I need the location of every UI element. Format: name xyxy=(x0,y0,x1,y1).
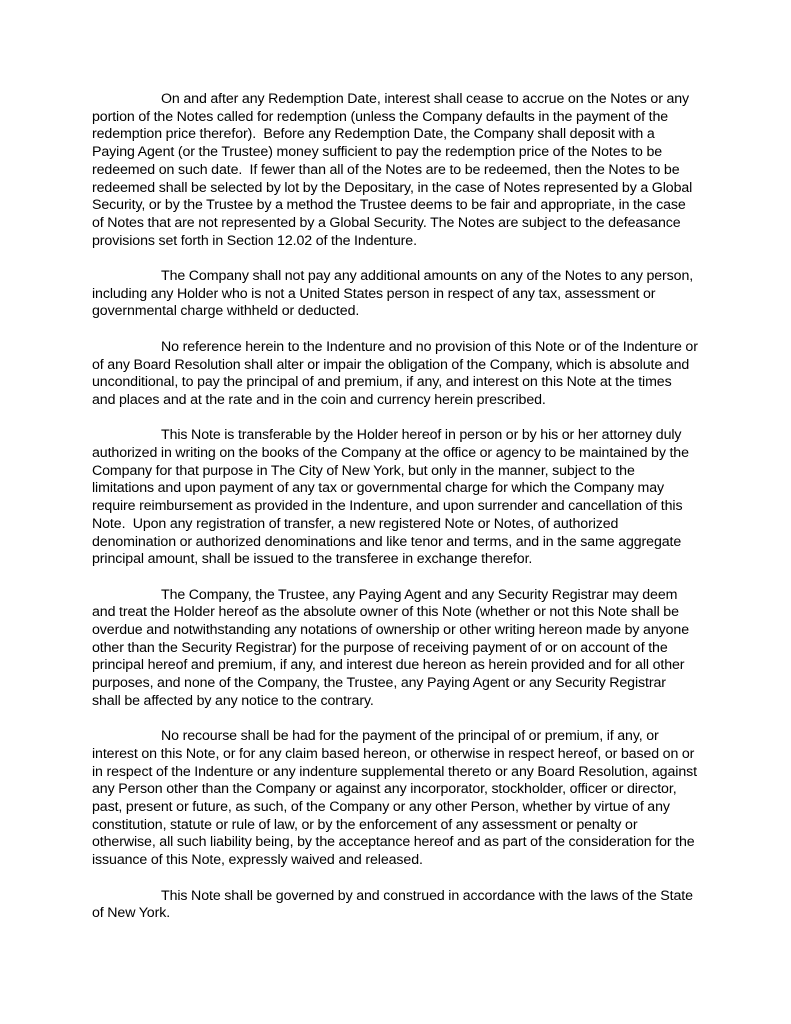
paragraph-no-reference-impair: No reference herein to the Indenture and no provision of this Note or of the Indenture or of any Board Resolution shall alter or impair the obligation of the Company, which is absolute and unconditional, to pay the principal of and premium, if any, and interest on this Note at the times and places and at the rate and in the coin and currency herein prescribed. xyxy=(92,338,702,408)
paragraph-redemption-terms: On and after any Redemption Date, interest shall cease to accrue on the Notes or any portion of the Notes called for redemption (unless the Company defaults in the payment of the redemption price therefor). Before any Redemption Date, the Company shall deposit with a Paying Agent (or the Trustee) money sufficient to pay the redemption price of the Notes to be redeemed on such date. If fewer than all of the Notes are to be redeemed, then the Notes to be redeemed shall be selected by lot by the Depositary, in the case of Notes represented by a Global Security, or by the Trustee by a method the Trustee deems to be fair and appropriate, in the case of Notes that are not represented by a Global Security. The Notes are subject to the defeasance provisions set forth in Section 12.02 of the Indenture. xyxy=(92,91,696,249)
paragraph-no-recourse: No recourse shall be had for the payment of the principal of or premium, if any, or interest on this Note, or for any claim based hereon, or otherwise in respect hereof, or based on or in respect of the Indenture or any indenture supplemental thereto or any Board Resolution, against any Person other than the Company or against any incorporator, stockholder, officer or director, past, present or future, as such, of the Company or any other Person, whether by virtue of any constitution, statute or rule of law, or by the enforcement of any assessment or penalty or otherwise, all such liability being, by the acceptance hereof and as part of the consideration for the issuance of this Note, expressly waived and released. xyxy=(92,728,701,869)
paragraph-holder-absolute-owner: The Company, the Trustee, any Paying Agent and any Security Registrar may deem and treat the Holder hereof as the absolute owner of this Note (whether or not this Note shall be overdue and notwithstanding any notations of ownership or other writing hereon made by anyone other than the Security Registrar) for the purpose of receiving payment of or on account of the principal hereof and premium, if any, and interest due hereon as herein provided and for all other purposes, and none of the Company, the Trustee, any Paying Agent or any Security Registrar shall be affected by any notice to the contrary. xyxy=(92,586,693,709)
paragraph-governing-law: This Note shall be governed by and construed in accordance with the laws of the State of New York. xyxy=(92,887,697,922)
paragraph-no-additional-amounts: The Company shall not pay any additional amounts on any of the Notes to any person, including any Holder who is not a United States person in respect of any tax, assessment or governmental charge withheld or deducted. xyxy=(92,268,697,320)
paragraph-transferability: This Note is transferable by the Holder hereof in person or by his or her attorney duly authorized in writing on the books of the Company at the office or agency to be maintained by the Company for that purpose in The City of New York, but only in the manner, subject to the limitations and upon payment of any tax or governmental charge for which the Company may require reimbursement as provided in the Indenture, and upon surrender and cancellation of this Note. Upon any registration of transfer, a new registered Note or Notes, of authorized denomination or authorized denominations and like tenor and terms, and in the same aggregate principal amount, shall be issued to the transferee in exchange therefor. xyxy=(92,427,693,568)
